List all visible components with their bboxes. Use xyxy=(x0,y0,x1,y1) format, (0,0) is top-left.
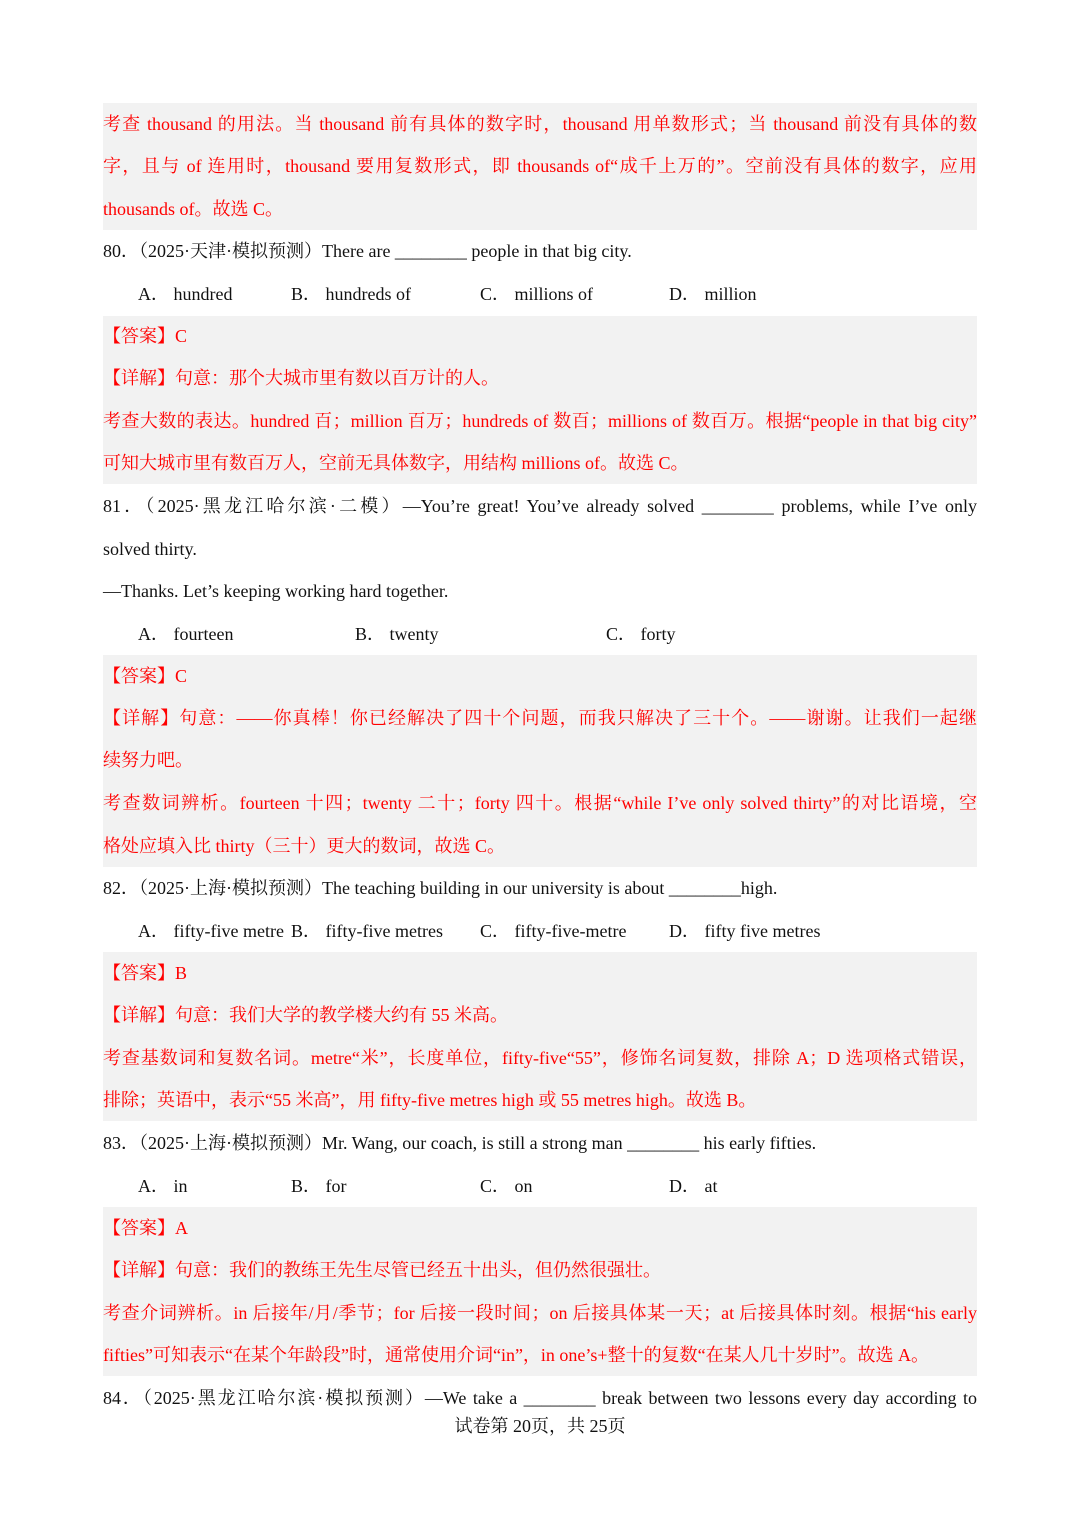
option-b: B． for xyxy=(291,1176,347,1196)
option-d: D． fifty five metres xyxy=(669,921,821,941)
option-d: D． million xyxy=(669,284,757,304)
question-84-stem: 84．（2025·黑龙江哈尔滨·模拟预测）—We take a ________ break between two lessons every day according to xyxy=(103,1388,977,1408)
question-83-stem: 83．（2025·上海·模拟预测）Mr. Wang, our coach, is still a strong man ________ his early fifties. xyxy=(103,1133,817,1153)
analysis-line: thousands of。故选 C。 xyxy=(103,199,283,219)
option-c: C． on xyxy=(480,1176,533,1196)
analysis-line: 排除；英语中，表示“55 米高”，用 fifty-five metres high 或 55 metres high。故选 B。 xyxy=(103,1090,757,1110)
analysis-line: 考查大数的表达。hundred 百；million 百万；hundreds of 数百；millions of 数百万。根据“people in that big city” xyxy=(103,411,977,431)
question-80-stem: 80．（2025·天津·模拟预测）There are ________ people in that big city. xyxy=(103,241,632,261)
question-81-stem: —Thanks. Let’s keeping working hard together. xyxy=(103,581,449,601)
question-81-stem: solved thirty. xyxy=(103,539,197,559)
analysis-line: 可知大城市里有数百万人，空前无具体数字，用结构 millions of。故选 C。 xyxy=(103,453,689,473)
answer-label: 【答案】A xyxy=(103,1218,188,1238)
option-b: B． hundreds of xyxy=(291,284,411,304)
detail-line: 【详解】句意：——你真棒！你已经解决了四十个问题，而我只解决了三十个。——谢谢。让我们一起继 xyxy=(103,708,977,728)
analysis-line: 考查数词辨析。fourteen 十四；twenty 二十；forty 四十。根据“while I’ve only solved thirty”的对比语境，空 xyxy=(103,793,977,813)
analysis-line: 格处应填入比 thirty（三十）更大的数词，故选 C。 xyxy=(103,836,506,856)
detail-line: 【详解】句意：我们的教练王先生尽管已经五十出头，但仍然很强壮。 xyxy=(103,1260,661,1280)
page-footer: 试卷第 20页，共 25页 xyxy=(454,1416,626,1436)
analysis-line: fifties”可知表示“在某个年龄段”时，通常使用介词“in”，in one’s+整十的复数“在某人几十岁时”。故选 A。 xyxy=(103,1345,930,1365)
answer-label: 【答案】B xyxy=(103,963,188,983)
option-a: A． hundred xyxy=(138,284,233,304)
answer-label: 【答案】C xyxy=(103,326,188,346)
option-c: C． millions of xyxy=(480,284,594,304)
option-d: D． at xyxy=(669,1176,718,1196)
option-a: A． fourteen xyxy=(138,624,234,644)
answer-label: 【答案】C xyxy=(103,666,188,686)
option-a: A． fifty-five metre xyxy=(138,921,284,941)
question-81-stem: 81．（2025·黑龙江哈尔滨·二模）—You’re great! You’ve already solved ________ problems, while I’ve only xyxy=(103,496,977,516)
option-b: B． twenty xyxy=(355,624,439,644)
analysis-line: 字，且与 of 连用时，thousand 要用复数形式，即 thousands of“成千上万的”。空前没有具体的数字，应用 xyxy=(103,156,977,176)
question-82-stem: 82．（2025·上海·模拟预测）The teaching building in our university is about ________high. xyxy=(103,878,778,898)
option-c: C． fifty-five-metre xyxy=(480,921,627,941)
option-b: B． fifty-five metres xyxy=(291,921,443,941)
detail-line: 续努力吧。 xyxy=(103,750,193,770)
analysis-line: 考查基数词和复数名词。metre“米”，长度单位，fifty-five“55”，修饰名词复数，排除 A；D 选项格式错误， xyxy=(103,1048,977,1068)
option-c: C． forty xyxy=(606,624,676,644)
option-a: A． in xyxy=(138,1176,188,1196)
analysis-line: 考查介词辨析。in 后接年/月/季节；for 后接一段时间；on 后接具体某一天；at 后接具体时刻。根据“his early xyxy=(103,1303,977,1323)
detail-line: 【详解】句意：我们大学的教学楼大约有 55 米高。 xyxy=(103,1005,508,1025)
analysis-line: 考查 thousand 的用法。当 thousand 前有具体的数字时，thousand 用单数形式；当 thousand 前没有具体的数 xyxy=(103,114,977,134)
detail-line: 【详解】句意：那个大城市里有数以百万计的人。 xyxy=(103,368,499,388)
